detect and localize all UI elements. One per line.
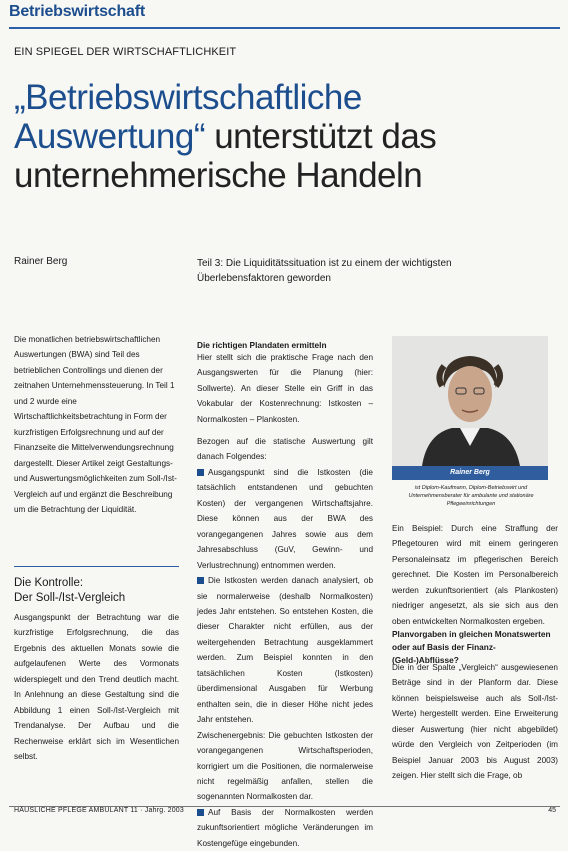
bullet-square-icon [197,577,204,584]
column3-body: Die in der Spalte „Vergleich“ ausgewiesenen Beträge sind in der Planform dar. Diese können beispielsweise auch als Soll-/Ist-Werte) hergestellt werden. Eine Erweiterung dieser Auswertung (hier nicht abgebildet) würde den Vergleich von Zeitperioden (im Beispiel Januar 2003 bis August 2003) zeigen. Hier stellt sich die Frage, ob [392,663,558,781]
subheading-line1: Die Kontrolle: [14,577,84,589]
headline-line2-dark: unterstützt das [214,117,437,156]
column2-para: Bezogen auf die statische Auswertung gilt danach Folgendes: [197,437,373,462]
headline-line2-blue: Auswertung“ [14,117,205,156]
bullet-square-icon [197,809,204,816]
intro-paragraph: Die monatlichen betriebswirtschaftlichen Auswertungen (BWA) sind Teil des betrieblichen Controllings und dienen der zeitnahen Unternehmenssteuerung. In Teil 1 und 2 wurde eine Wirtschaftlichkeitsbetrachtung in Form der kurzfristigen Erfolgsrechnung und auf der Finanzseite die Mittelverwendungsrechnung dargestellt. Dieser Artikel zeigt Gestaltungs- und Auswertungsmöglichkeiten zum Soll-/Ist-Vergleich auf und ergänzt die Beschreibung um die Betrachtung der Liquidität. [14,335,177,514]
column2-bullet-3: Auf Basis der Normalkosten werden zukunftsorientiert mögliche Veränderungen im Kostengefüge eingebunden. [197,807,373,848]
subheading [14,576,184,606]
footer-publication: HÄUSLICHE PFLEGE AMBULANT 11 · Jahrg. 2003 [14,807,184,814]
author-photo [392,336,548,466]
column2-bullet-1: Ausgangspunkt sind die Istkosten (die tatsächlich entstandenen und gebuchten Kosten) der vergangenen Wirtschaftsjahre. Diese können aus der BWA des vorangegangenen Jahres sowie aus dem Jahresabschluss (GuV, Gewinn- und Verlustrechnung) entnommen werden. [197,467,373,570]
photo-name: Rainer Berg [450,469,490,476]
headline [14,78,559,195]
author: Rainer Berg [14,256,68,267]
column2-bullet-2: Die Istkosten werden danach analysiert, ob sie normalerweise (deshalb Normalkosten) jedes Jahr entstehen. So entstehen Kosten, die dieser Charakter nicht erfüllen, aus der weitergehenden Betrachtung ausgeklammert werden. Zum Beispiel konnten in den tatsächlichen Kosten (Istkosten) überdimensional Ausgaben für Werbung enthalten sein, die in dieser Höhe nicht jedes Jahr entstehen. [197,576,373,725]
photo-name-bar [392,466,548,480]
column1-body: Ausgangspunkt der Betrachtung war die kurzfristige Erfolgsrechnung, die das Ergebnis des aktuellen Monats sowie die aufgelaufenen Werte des Vormonats widerspiegelt und den Trend deutlich macht. In Anlehnung an diese Gestaltung sind die Abbildung 1 einen Soll-/Ist-Vergleich mit Trendanalyse. Der Aufbau und die Rechenweise erklärt sich im Wesentlichen selbst. [14,613,179,762]
photo-caption: ist Diplom-Kaufmann, Diplom-Betriebswirt und Unternehmensberater für ambulante und stationäre Pflegeeinrichtungen [408,485,534,507]
headline-line3: unternehmerische Handeln [14,156,423,195]
section-rule [9,27,560,29]
kicker: EIN SPIEGEL DER WIRTSCHAFTLICHKEIT [14,46,237,58]
column2-interim: Zwischenergebnis: Die gebuchten Istkosten der vorangegangenen Wirtschaftsperioden, korrigiert um die Positionen, die normalerweise nicht regelmäßig anfallen, stellen die sogenannten Normalkosten dar. [197,730,373,802]
headline-line1: „Betriebswirtschaftliche [14,78,362,117]
bullet-square-icon [197,469,204,476]
subhead-rule [14,566,179,567]
subtitle: Teil 3: Die Liquiditätssituation ist zu einem der wichtigsten Überlebensfaktoren geworden [197,258,452,284]
column3-heading: Planvorgaben in gleichen Monatswerten oder auf Basis der Finanz-(Geld-)Abflüsse? [392,629,551,665]
portrait-image [392,336,548,466]
page-number: 45 [548,807,556,814]
column2-heading: Die richtigen Plandaten ermitteln [197,340,327,350]
subheading-line2: Der Soll-/Ist-Vergleich [14,592,126,604]
column2-intro: Hier stellt sich die praktische Frage nach den Ausgangswerten für die Planung (hier: Sollwerte). An dieser Stelle ein Griff in das Vokabular der Kostenrechnung: Istkosten – Normalkosten – Plankosten. [197,353,373,424]
section-title: Betriebswirtschaft [9,3,145,20]
column3-example: Ein Beispiel: Durch eine Straffung der Pflegetouren wird mit einem geringeren Personaleinsatz im pflegerischen Bereich gerechnet. Die Kosten im Personalbereich werden zukunftsorientiert (als Plankosten) niedriger angesetzt, als sie sich aus den oben entwickelten Normalkosten ergeben. [392,524,558,626]
column2-body [197,434,373,851]
